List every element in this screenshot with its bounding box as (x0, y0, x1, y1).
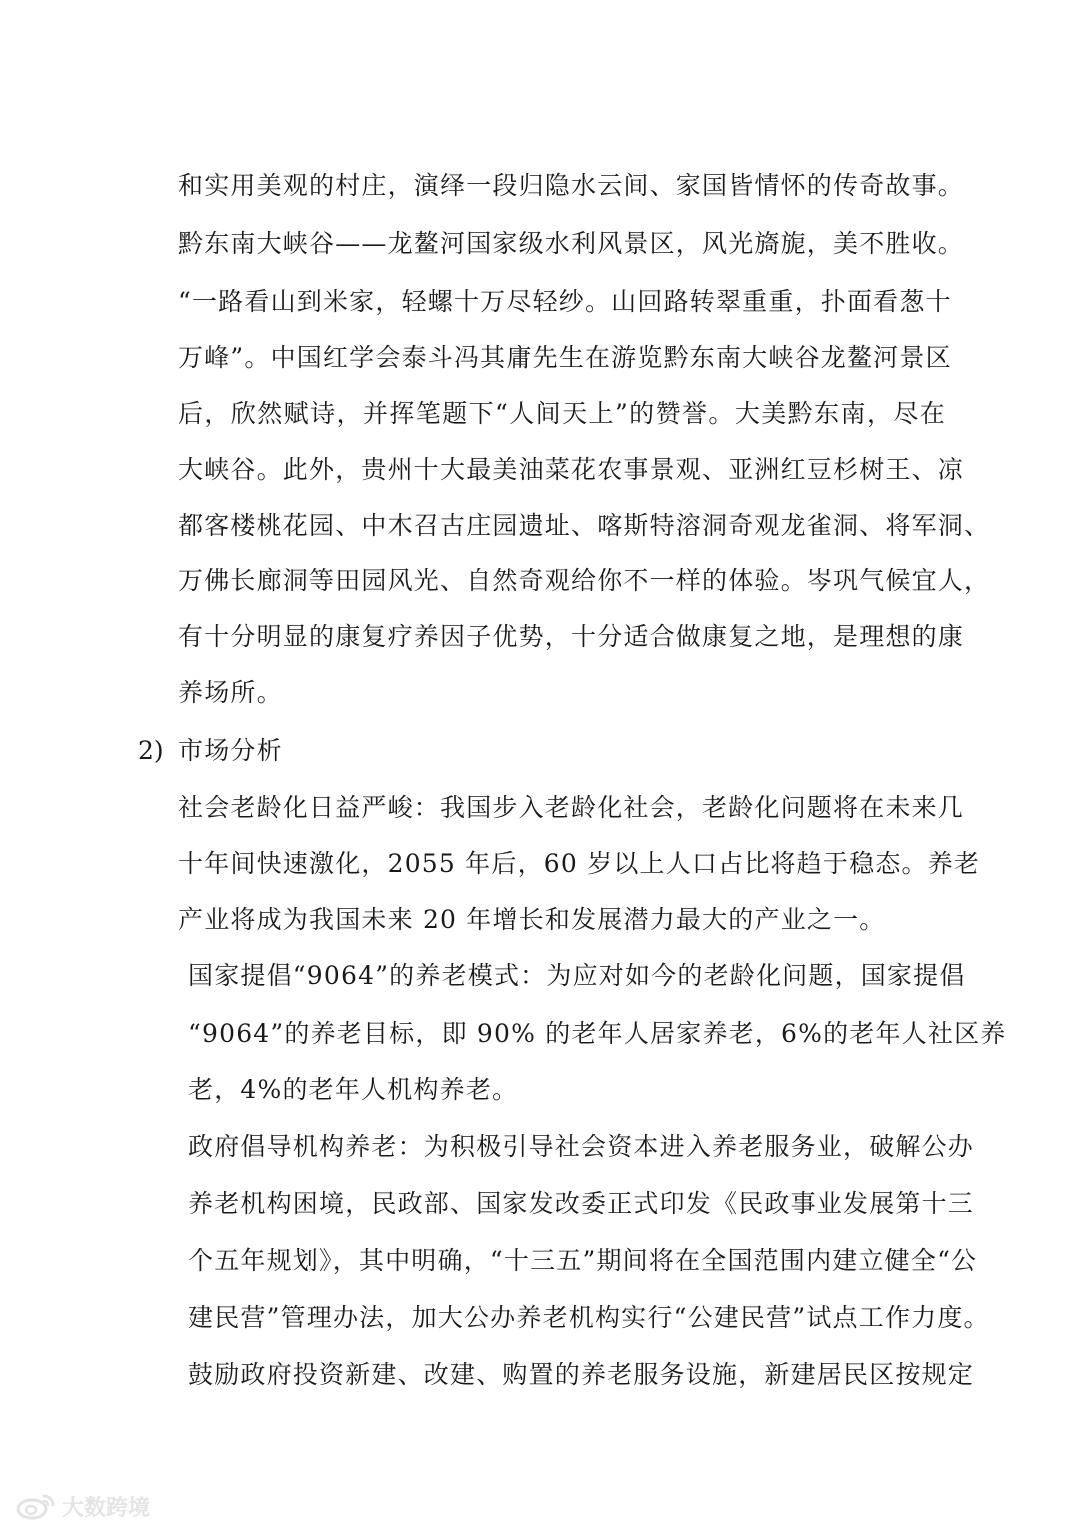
paragraph-line: 个五年规划》，其中明确，“十三五”期间将在全国范围内建立健全“公 (188, 1246, 978, 1275)
paragraph-line: 政府倡导机构养老：为积极引导社会资本进入养老服务业，破解公办 (188, 1132, 975, 1161)
section-number: 2) (138, 736, 164, 765)
weibo-logo-icon (16, 1492, 56, 1520)
paragraph-line: 后，欣然赋诗，并挥笔题下“人间天上”的赞誉。大美黔东南，尽在 (178, 399, 946, 428)
paragraph-line: 养老机构困境，民政部、国家发改委正式印发《民政事业发展第十三 (188, 1189, 975, 1218)
paragraph-line: 国家提倡“9064”的养老模式：为应对如今的老龄化问题，国家提倡 (188, 961, 966, 990)
paragraph-line: “9064”的养老目标，即 90% 的老年人居家养老，6%的老年人社区养 (188, 1019, 1007, 1048)
paragraph-line: 建民营”管理办法，加大公办养老机构实行“公建民营”试点工作力度。 (188, 1303, 990, 1332)
section-title: 市场分析 (178, 736, 283, 765)
paragraph-line: 万佛长廊洞等田园风光、自然奇观给你不一样的体验。岑巩气候宜人， (178, 566, 991, 595)
paragraph-line: 和实用美观的村庄，演绎一段归隐水云间、家国皆情怀的传奇故事。 (178, 171, 965, 200)
paragraph-line: 老，4%的老年人机构养老。 (188, 1075, 519, 1104)
paragraph-line: “一路看山到米家，轻螺十万尽轻纱。山回路转翠重重，扑面看葱十 (178, 287, 952, 316)
paragraph-line: 万峰”。中国红学会泰斗冯其庸先生在游览黔东南大峡谷龙鳌河景区 (178, 343, 952, 372)
paragraph-line: 鼓励政府投资新建、改建、购置的养老服务设施，新建居民区按规定 (188, 1360, 975, 1389)
paragraph-line: 都客楼桃花园、中木召古庄园遗址、喀斯特溶洞奇观龙雀洞、将军洞、 (178, 511, 991, 540)
paragraph-line: 产业将成为我国未来 20 年增长和发展潜力最大的产业之一。 (178, 905, 886, 934)
paragraph-line: 十年间快速激化，2055 年后，60 岁以上人口占比将趋于稳态。养老 (178, 849, 981, 878)
paragraph-line: 大峡谷。此外，贵州十大最美油菜花农事景观、亚洲红豆杉树王、凉 (178, 455, 965, 484)
watermark-text: 大数跨境 (62, 1495, 151, 1521)
paragraph-line: 社会老龄化日益严峻：我国步入老龄化社会，老龄化问题将在未来几 (178, 793, 965, 822)
paragraph-line: 养场所。 (178, 678, 283, 707)
paragraph-line: 有十分明显的康复疗养因子优势，十分适合做康复之地，是理想的康 (178, 622, 965, 651)
paragraph-line: 黔东南大峡谷——龙鳌河国家级水利风景区，风光旖旎，美不胜收。 (178, 229, 965, 258)
watermark (16, 1490, 150, 1522)
